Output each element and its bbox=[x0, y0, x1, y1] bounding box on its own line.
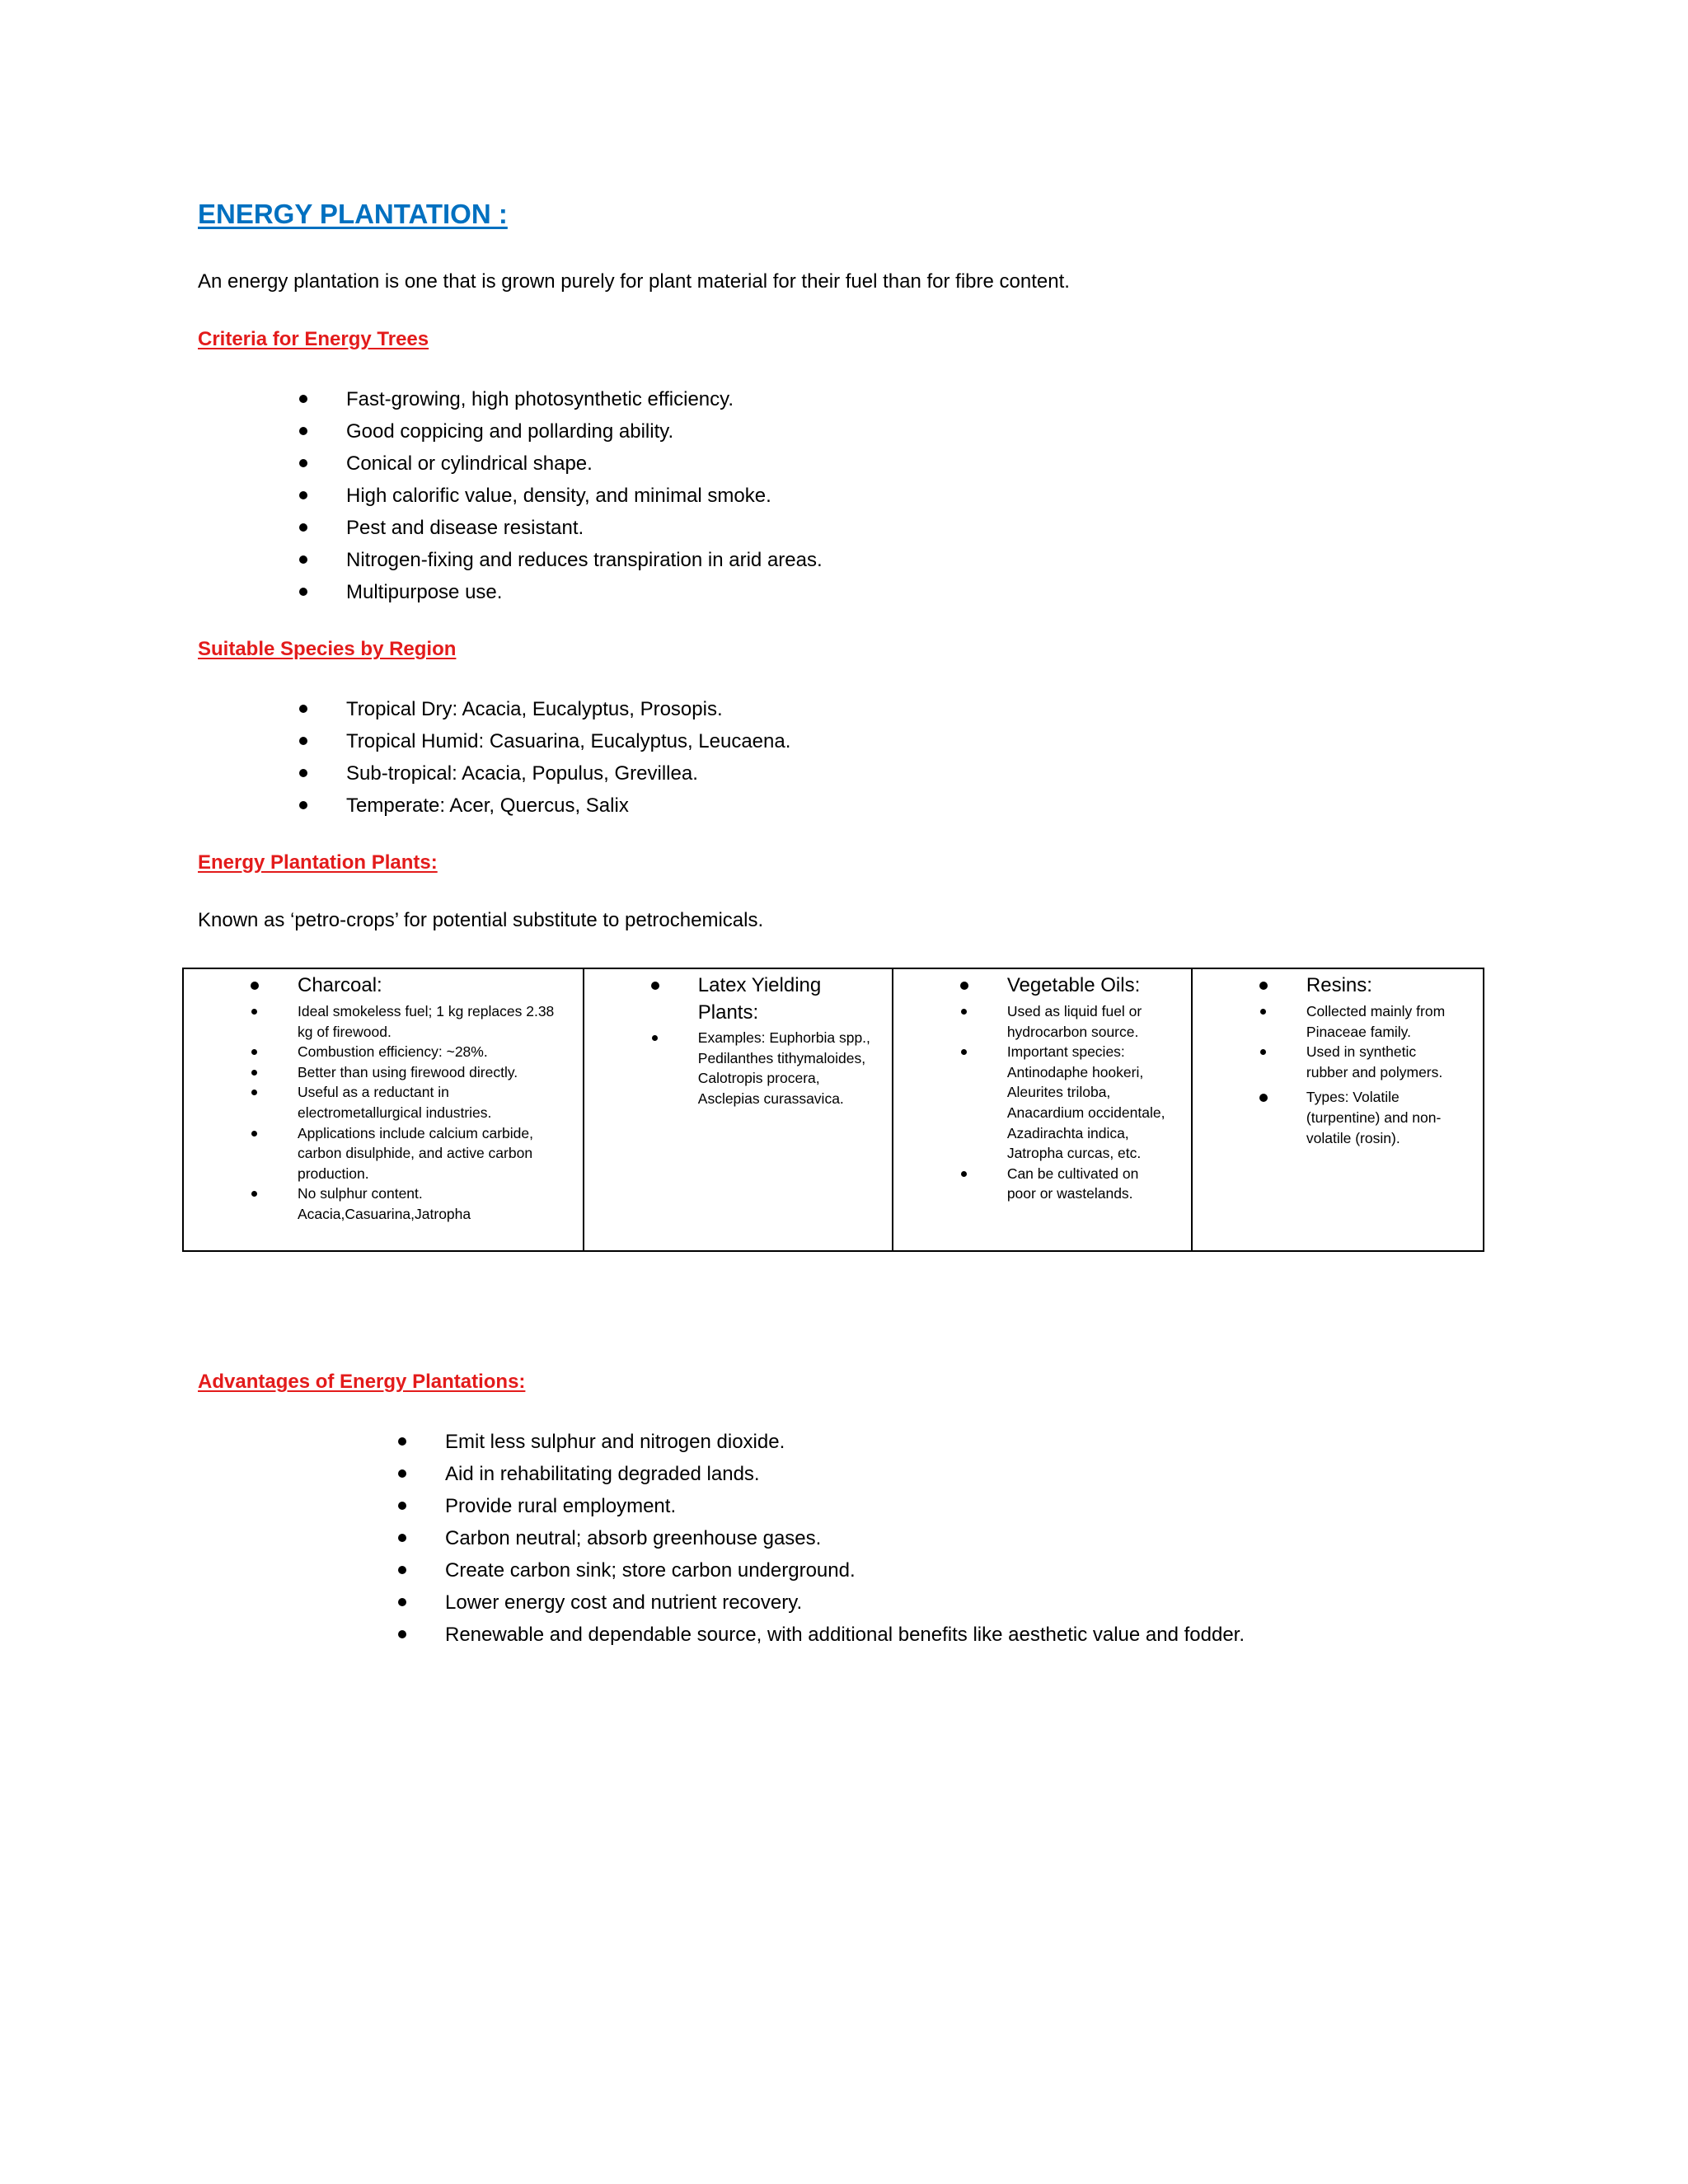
list-item: Nitrogen-fixing and reduces transpiration in arid areas. bbox=[346, 544, 823, 576]
criteria-list bbox=[346, 383, 823, 608]
criteria-heading: Criteria for Energy Trees bbox=[198, 328, 429, 350]
column-list bbox=[1007, 1001, 1189, 1204]
list-item: Renewable and dependable source, with additional benefits like aesthetic value and fodder. bbox=[445, 1619, 1245, 1651]
bullet-icon bbox=[251, 1009, 257, 1015]
list-item: Pest and disease resistant. bbox=[346, 512, 823, 544]
plants-table bbox=[182, 968, 1484, 1252]
list-item: Tropical Dry: Acacia, Eucalyptus, Prosopis. bbox=[346, 693, 790, 725]
bullet-icon bbox=[398, 1502, 406, 1510]
advantages-heading: Advantages of Energy Plantations: bbox=[198, 1371, 526, 1393]
bullet-icon bbox=[299, 705, 307, 713]
bullet-icon bbox=[299, 459, 307, 467]
list-item: Aid in rehabilitating degraded lands. bbox=[445, 1458, 1245, 1490]
bullet-icon bbox=[299, 555, 307, 564]
list-item: Ideal smokeless fuel; 1 kg replaces 2.38 kg of firewood. bbox=[298, 1001, 570, 1042]
bullet-icon bbox=[398, 1630, 406, 1638]
list-item: Applications include calcium carbide, carbon disulphide, and active carbon production. bbox=[298, 1123, 570, 1184]
list-item: Multipurpose use. bbox=[346, 576, 823, 608]
list-item: Lower energy cost and nutrient recovery. bbox=[445, 1586, 1245, 1619]
bullet-icon bbox=[251, 1090, 257, 1095]
list-item: High calorific value, density, and minimal smoke. bbox=[346, 480, 823, 512]
list-item: Important species: Antinodaphe hookeri, Aleurites triloba, Anacardium occidentale, Azadirachta indica, Jatropha curcas, etc. bbox=[1007, 1042, 1189, 1164]
species-list bbox=[346, 693, 790, 822]
bullet-icon bbox=[299, 588, 307, 596]
column-title: Resins: bbox=[1306, 972, 1372, 999]
bullet-icon bbox=[1259, 982, 1268, 990]
bullet-icon bbox=[251, 1131, 257, 1137]
list-item: Used as liquid fuel or hydrocarbon source. bbox=[1007, 1001, 1189, 1042]
bullet-icon bbox=[398, 1598, 406, 1606]
list-item: No sulphur content. Acacia,Casuarina,Jatropha bbox=[298, 1183, 570, 1224]
bullet-icon bbox=[1259, 1094, 1268, 1102]
column-list bbox=[1306, 1001, 1471, 1148]
list-item: Useful as a reductant in electrometallurgical industries. bbox=[298, 1082, 570, 1122]
advantages-list bbox=[445, 1426, 1245, 1651]
bullet-icon bbox=[961, 1171, 967, 1177]
table-column-charcoal bbox=[184, 969, 584, 1250]
bullet-icon bbox=[299, 737, 307, 745]
bullet-icon bbox=[251, 1191, 257, 1197]
table-column-vegetable-oils bbox=[893, 969, 1193, 1250]
bullet-icon bbox=[651, 982, 659, 990]
intro-paragraph: An energy plantation is one that is grown purely for plant material for their fuel than for fibre content. bbox=[198, 270, 1070, 293]
column-title: Latex Yielding Plants: bbox=[698, 972, 821, 1026]
bullet-icon bbox=[251, 1049, 257, 1055]
bullet-icon bbox=[299, 801, 307, 809]
list-item: Good coppicing and pollarding ability. bbox=[346, 415, 823, 448]
list-item: Fast-growing, high photosynthetic efficiency. bbox=[346, 383, 823, 415]
bullet-icon bbox=[299, 427, 307, 435]
bullet-icon bbox=[961, 1009, 967, 1015]
column-title: Charcoal: bbox=[298, 972, 382, 999]
bullet-icon bbox=[961, 1049, 967, 1055]
bullet-icon bbox=[299, 395, 307, 403]
table-column-latex bbox=[584, 969, 893, 1250]
bullet-icon bbox=[299, 769, 307, 777]
bullet-icon bbox=[1260, 1049, 1266, 1055]
list-item: Collected mainly from Pinaceae family. bbox=[1306, 1001, 1471, 1042]
list-item: Types: Volatile (turpentine) and non- volatile (rosin). bbox=[1306, 1087, 1471, 1148]
list-item: Better than using firewood directly. bbox=[298, 1062, 570, 1083]
bullet-icon bbox=[398, 1566, 406, 1574]
list-item: Combustion efficiency: ~28%. bbox=[298, 1042, 570, 1062]
plants-heading: Energy Plantation Plants: bbox=[198, 851, 438, 874]
list-item: Emit less sulphur and nitrogen dioxide. bbox=[445, 1426, 1245, 1458]
column-list bbox=[298, 1001, 570, 1225]
bullet-icon bbox=[398, 1469, 406, 1478]
bullet-icon bbox=[960, 982, 968, 990]
bullet-icon bbox=[299, 491, 307, 499]
list-item: Used in synthetic rubber and polymers. bbox=[1306, 1042, 1471, 1082]
list-item: Can be cultivated on poor or wastelands. bbox=[1007, 1164, 1189, 1204]
bullet-icon bbox=[299, 523, 307, 532]
column-list bbox=[698, 1028, 888, 1108]
list-item: Sub-tropical: Acacia, Populus, Grevillea. bbox=[346, 757, 790, 790]
species-heading: Suitable Species by Region bbox=[198, 638, 457, 660]
bullet-icon bbox=[398, 1437, 406, 1446]
bullet-icon bbox=[1260, 1009, 1266, 1015]
bullet-icon bbox=[251, 982, 259, 990]
page-title: ENERGY PLANTATION : bbox=[198, 199, 508, 229]
bullet-icon bbox=[251, 1070, 257, 1076]
list-item: Provide rural employment. bbox=[445, 1490, 1245, 1522]
list-item: Examples: Euphorbia spp., Pedilanthes tithymaloides, Calotropis procera, Asclepias curassavica. bbox=[698, 1028, 888, 1108]
list-item: Tropical Humid: Casuarina, Eucalyptus, Leucaena. bbox=[346, 725, 790, 757]
bullet-icon bbox=[398, 1534, 406, 1542]
list-item: Carbon neutral; absorb greenhouse gases. bbox=[445, 1522, 1245, 1554]
list-item: Create carbon sink; store carbon underground. bbox=[445, 1554, 1245, 1586]
bullet-icon bbox=[652, 1035, 658, 1041]
plants-intro: Known as ‘petro-crops’ for potential substitute to petrochemicals. bbox=[198, 909, 764, 931]
table-column-resins bbox=[1193, 969, 1483, 1250]
column-title: Vegetable Oils: bbox=[1007, 972, 1140, 999]
list-item: Temperate: Acer, Quercus, Salix bbox=[346, 790, 790, 822]
list-item: Conical or cylindrical shape. bbox=[346, 448, 823, 480]
